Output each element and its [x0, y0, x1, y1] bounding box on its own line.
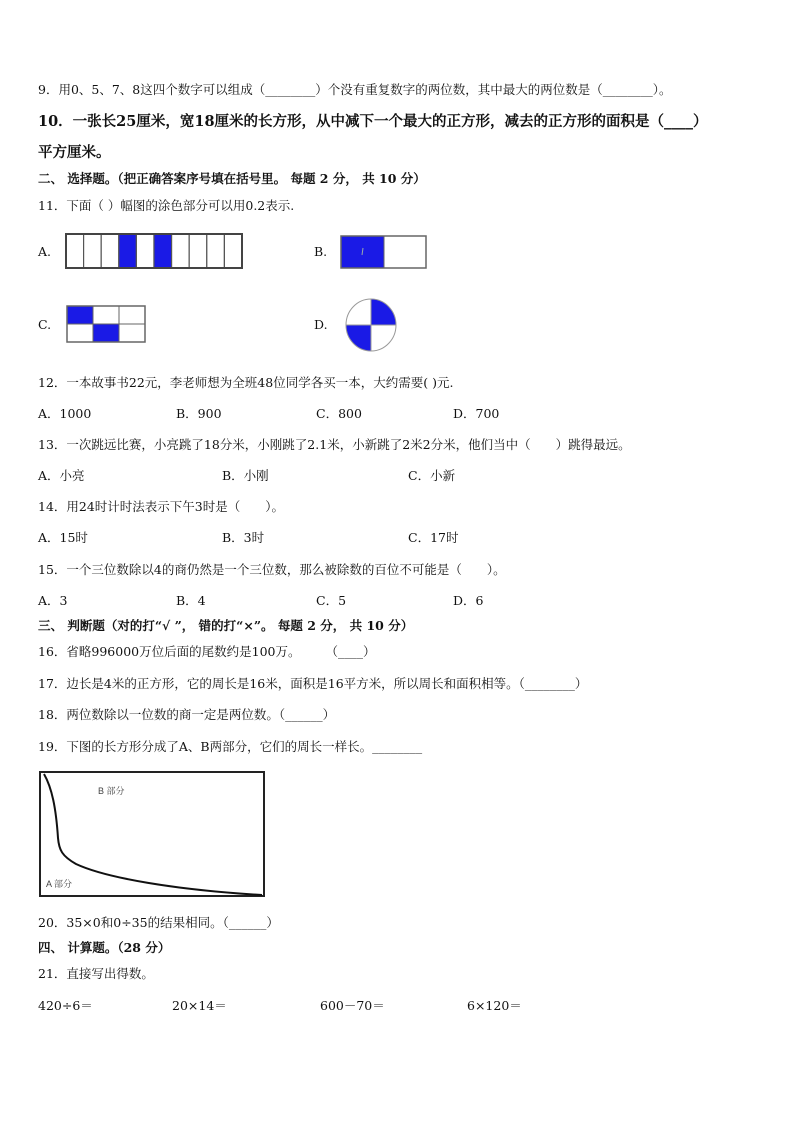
- section-2-heading: 二、 选择题。（把正确答案序号填在括号里。 每题 2 分， 共 10 分）: [38, 171, 426, 186]
- q11-label-c: C.: [38, 317, 52, 332]
- q12-option-a: A．1000: [38, 406, 92, 421]
- q12-option-c: C．800: [316, 406, 362, 421]
- q11-figure-c: [66, 305, 146, 343]
- question-17: 17．边长是4米的正方形，它的周长是16米，面积是16平方米，所以周长和面积相等。（________）: [38, 676, 588, 691]
- q12-option-b: B．900: [176, 406, 222, 421]
- q11-c-shaded-1: [67, 306, 93, 324]
- question-10-line1: 10．一张长25厘米，宽18厘米的长方形，从中减下一个最大的正方形，减去的正方形的面积是（____）: [38, 113, 708, 130]
- q19-rectangle-figure: [36, 768, 268, 900]
- q19-label-b: B 部分: [98, 786, 125, 796]
- question-19-stem: 19．下图的长方形分成了A、B两部分，它们的周长一样长。________: [38, 739, 423, 754]
- q19-rectangle-outline: [40, 772, 264, 896]
- question-18: 18．两位数除以一位数的商一定是两位数。（______）: [38, 707, 336, 722]
- q11-a-cell: [154, 234, 172, 268]
- q21-item-2: 20×14＝: [172, 998, 227, 1013]
- q11-figure-d: [345, 297, 397, 353]
- q15-option-d: D．6: [453, 593, 484, 608]
- q21-item-4: 6×120＝: [467, 998, 522, 1013]
- q11-a-cell: [136, 234, 154, 268]
- q11-a-cell: [66, 234, 84, 268]
- q11-a-cell: [189, 234, 207, 268]
- q14-option-b: B．3时: [222, 530, 265, 545]
- section-4-heading: 四、 计算题。（28 分）: [38, 940, 171, 955]
- question-15-stem: 15．一个三位数除以4的商仍然是一个三位数，那么被除数的百位不可能是（ ）。: [38, 562, 506, 577]
- q11-a-cell: [224, 234, 242, 268]
- q11-a-cell: [101, 234, 119, 268]
- question-21-stem: 21．直接写出得数。: [38, 966, 154, 981]
- q11-label-d: D.: [314, 317, 328, 332]
- q12-option-d: D．700: [453, 406, 500, 421]
- q15-option-c: C．5: [316, 593, 347, 608]
- q11-a-cell: [84, 234, 102, 268]
- question-12-stem: 12．一本故事书22元，李老师想为全班48位同学各买一本，大约需要( )元.: [38, 375, 454, 390]
- q19-dividing-curve: [44, 774, 262, 895]
- q15-option-a: A．3: [38, 593, 68, 608]
- q14-option-c: C．17时: [408, 530, 459, 545]
- q21-item-3: 600－70＝: [320, 998, 385, 1013]
- q19-label-a: A 部分: [46, 879, 73, 889]
- question-13-stem: 13．一次跳远比赛，小亮跳了18分米，小刚跳了2.1米，小新跳了2米2分米，他们当中（ ）跳得最远。: [38, 437, 631, 452]
- question-14-stem: 14．用24时计时法表示下午3时是（ ）。: [38, 499, 285, 514]
- q13-option-a: A．小亮: [38, 468, 85, 483]
- question-9: 9．用0、5、7、8这四个数字可以组成（________）个没有重复数字的两位数，其中最大的两位数是（________）。: [38, 82, 672, 97]
- question-20: 20．35×0和0÷35的结果相同。（______）: [38, 915, 279, 930]
- q15-option-b: B．4: [176, 593, 206, 608]
- q11-label-b: B.: [314, 244, 328, 259]
- q11-label-a: A.: [38, 244, 52, 259]
- question-16: 16．省略996000万位后面的尾数约是100万。 （____）: [38, 644, 376, 659]
- q11-figure-a: [64, 232, 244, 270]
- q11-figure-b: [340, 235, 428, 269]
- q14-option-a: A．15时: [38, 530, 88, 545]
- q13-option-b: B．小刚: [222, 468, 269, 483]
- q21-item-1: 420÷6＝: [38, 998, 93, 1013]
- question-10-line2: 平方厘米。: [38, 144, 111, 161]
- q11-a-cell: [172, 234, 190, 268]
- section-3-heading: 三、 判断题（对的打“√ ”， 错的打“×”。 每题 2 分， 共 10 分）: [38, 618, 414, 633]
- question-11-stem: 11．下面（ ）幅图的涂色部分可以用0.2表示.: [38, 198, 295, 213]
- q13-option-c: C．小新: [408, 468, 456, 483]
- q11-a-cell: [207, 234, 225, 268]
- q11-c-shaded-2: [93, 324, 119, 342]
- q11-a-cell: [119, 234, 137, 268]
